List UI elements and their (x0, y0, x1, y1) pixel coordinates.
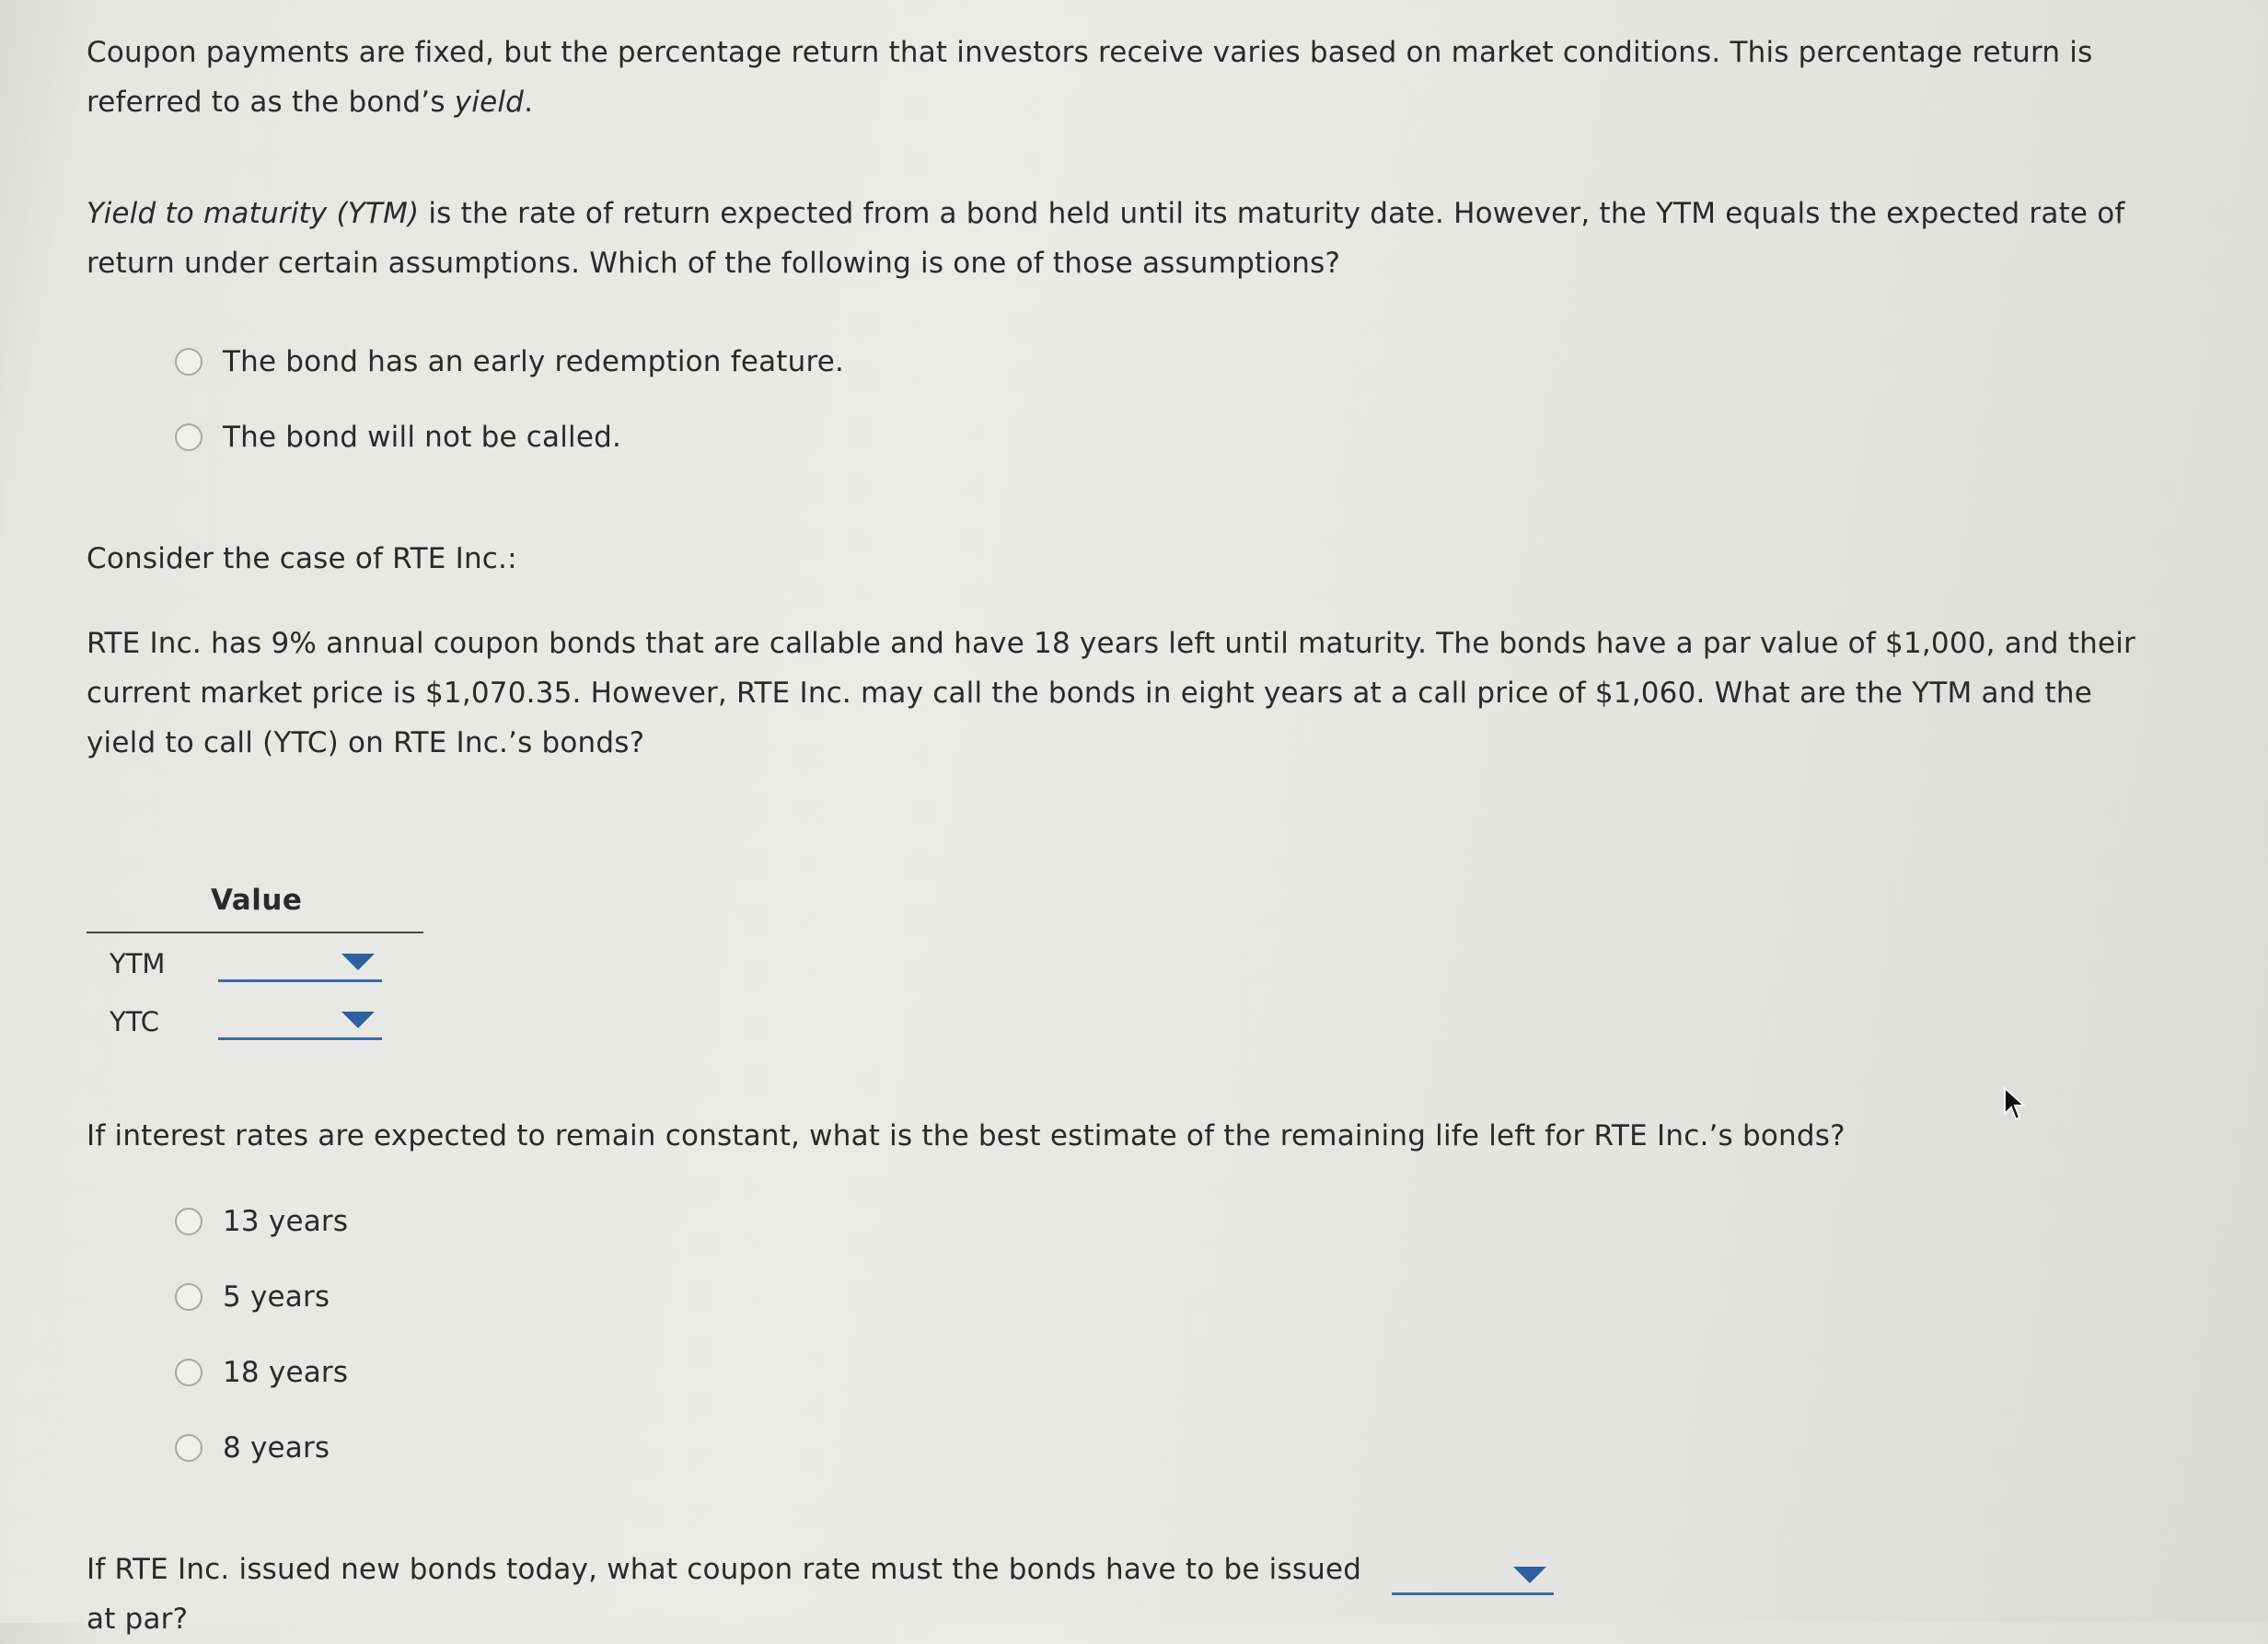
radio-button[interactable] (175, 1283, 202, 1311)
ytm-question-text: is the rate of return expected from a bond held until its maturity date. However, the YTM equals the expected rate of return under certain assumptions. Which of the following is one of those assumptions? (87, 197, 2125, 280)
ytc-value-dropdown[interactable] (218, 1001, 382, 1040)
radio-button[interactable] (175, 1434, 202, 1462)
life-question: If interest rates are expected to remain constant, what is the best estimate of the remaining life left for RTE Inc.’s bonds? (87, 1119, 1846, 1152)
case-body: RTE Inc. has 9% annual coupon bonds that are callable and have 18 years left until maturity. The bonds have a par value of $1,000, and their current market price is $1,070.35. However, RTE Inc. may call the bonds in eight years at a call price of $1,060. What are the YTM and the yield to call (YTC) on RTE Inc.’s bonds? (87, 627, 2136, 759)
ytm-value-dropdown[interactable] (218, 943, 382, 982)
intro-paragraph (87, 28, 2148, 127)
radio-button[interactable] (175, 423, 202, 451)
chevron-down-icon (341, 1012, 375, 1028)
mouse-pointer-icon (2003, 1086, 2027, 1123)
ytm-option-1[interactable] (175, 414, 621, 460)
value-column-header: Value (211, 884, 303, 917)
intro-term-yield: yield (454, 86, 525, 119)
ytm-option-label: The bond has an early redemption feature. (223, 345, 845, 378)
life-option-label: 5 years (223, 1280, 330, 1314)
life-option-1[interactable] (175, 1274, 330, 1320)
ytm-option-label: The bond will not be called. (223, 421, 622, 454)
radio-button[interactable] (175, 1208, 202, 1235)
life-option-label: 13 years (223, 1205, 349, 1238)
life-option-0[interactable] (175, 1198, 348, 1245)
ytm-option-0[interactable] (175, 339, 844, 385)
par-coupon-dropdown[interactable] (1392, 1556, 1554, 1595)
life-option-label: 18 years (223, 1356, 349, 1389)
radio-button[interactable] (175, 348, 202, 376)
chevron-down-icon (341, 954, 375, 970)
ytm-term: Yield to maturity (YTM) (87, 197, 420, 230)
case-heading: Consider the case of RTE Inc.: (87, 542, 517, 575)
radio-button[interactable] (175, 1359, 202, 1386)
life-option-3[interactable] (175, 1425, 330, 1471)
life-option-label: 8 years (223, 1431, 330, 1465)
ytm-row-label: YTM (110, 948, 166, 979)
table-header-divider (87, 932, 423, 933)
life-option-2[interactable] (175, 1349, 348, 1395)
intro-text-after: . (524, 86, 534, 119)
ytc-row-label: YTC (110, 1006, 159, 1037)
ytm-question (87, 189, 2148, 288)
par-question: If RTE Inc. issued new bonds today, what coupon rate must the bonds have to be issued at par? (87, 1553, 1362, 1636)
intro-text-before: Coupon payments are fixed, but the percentage return that investors receive varies based on market conditions. This percentage return is referred to as the bond’s (87, 36, 2093, 119)
chevron-down-icon (1513, 1567, 1546, 1583)
